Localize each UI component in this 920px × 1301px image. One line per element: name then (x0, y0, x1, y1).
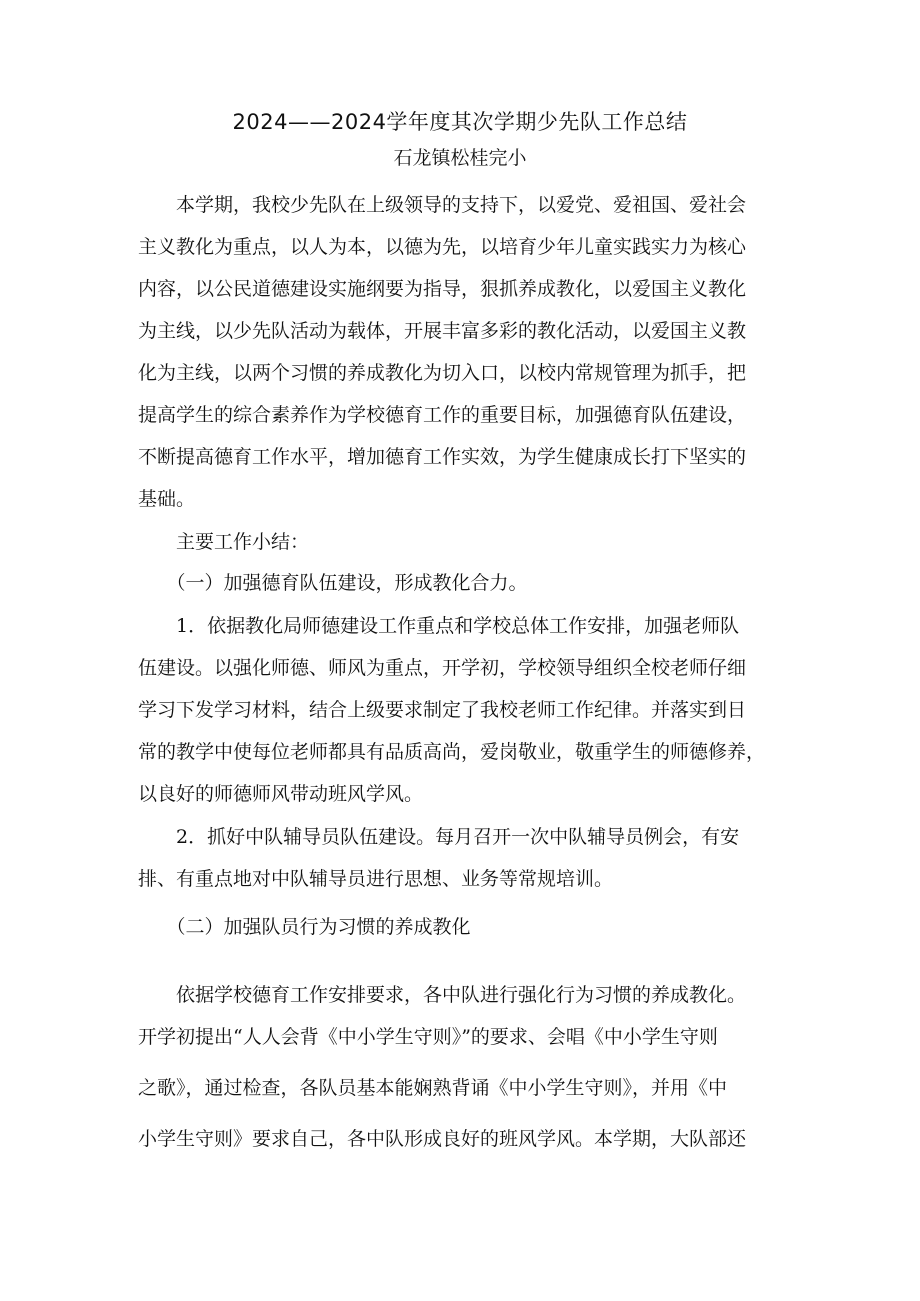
text-line: 2．抓好中队辅导员队伍建设。每月召开一次中队辅导员例会，有安 (138, 826, 740, 848)
text-line: 提高学生的综合素养作为学校德育工作的重要目标，加强德育队伍建设， (138, 404, 747, 426)
document-subtitle: 石龙镇松桂完小 (393, 147, 527, 169)
text-line: 化为主线，以两个习惯的养成教化为切入口，以校内常规管理为抓手，把 (138, 362, 747, 384)
text-line: （一）加强德育队伍建设，形成教化合力。 (138, 572, 528, 594)
text-line: 之歌》，通过检查，各队员基本能娴熟背诵《中小学生守则》，并用《中 (138, 1077, 728, 1099)
text-line: 依据学校德育工作安排要求，各中队进行强化行为习惯的养成教化。 (138, 984, 747, 1006)
text-line: 不断提高德育工作水平，增加德育工作实效，为学生健康成长打下坚实的 (138, 446, 747, 468)
text-line: 开学初提出“人人会背《中小学生守则》”的要求、会唱《中小学生守则 (138, 1026, 718, 1048)
text-line: 内容，以公民道德建设实施纲要为指导，狠抓养成教化，以爱国主义教化 (138, 278, 747, 300)
text-line: 学习下发学习材料，结合上级要求制定了我校老师工作纪律。并落实到日 (138, 699, 747, 721)
text-line: 本学期，我校少先队在上级领导的支持下，以爱党、爱祖国、爱社会 (138, 194, 747, 216)
text-line: （二）加强队员行为习惯的养成教化 (138, 916, 471, 938)
text-line: 常的教学中使每位老师都具有品质高尚，爱岗敬业，敬重学生的师德修养， (138, 741, 766, 763)
text-line: 1．依据教化局师德建设工作重点和学校总体工作安排，加强老师队 (138, 615, 740, 637)
document-title: 2024——2024学年度其次学期少先队工作总结 (232, 110, 688, 134)
text-line: 基础。 (138, 488, 196, 510)
text-line: 为主线，以少先队活动为载体，开展丰富多彩的教化活动，以爱国主义教 (138, 320, 747, 342)
text-line: 小学生守则》要求自己，各中队形成良好的班风学风。本学期，大队部还 (138, 1128, 747, 1150)
text-line: 以良好的师德师风带动班风学风。 (138, 783, 424, 805)
text-line: 主义教化为重点，以人为本，以德为先，以培育少年儿童实践实力为核心 (138, 236, 747, 258)
text-line: 排、有重点地对中队辅导员进行思想、业务等常规培训。 (138, 868, 614, 890)
text-line: 主要工作小结： (138, 531, 310, 553)
text-line: 伍建设。以强化师德、师风为重点，开学初，学校领导组织全校老师仔细 (138, 657, 747, 679)
